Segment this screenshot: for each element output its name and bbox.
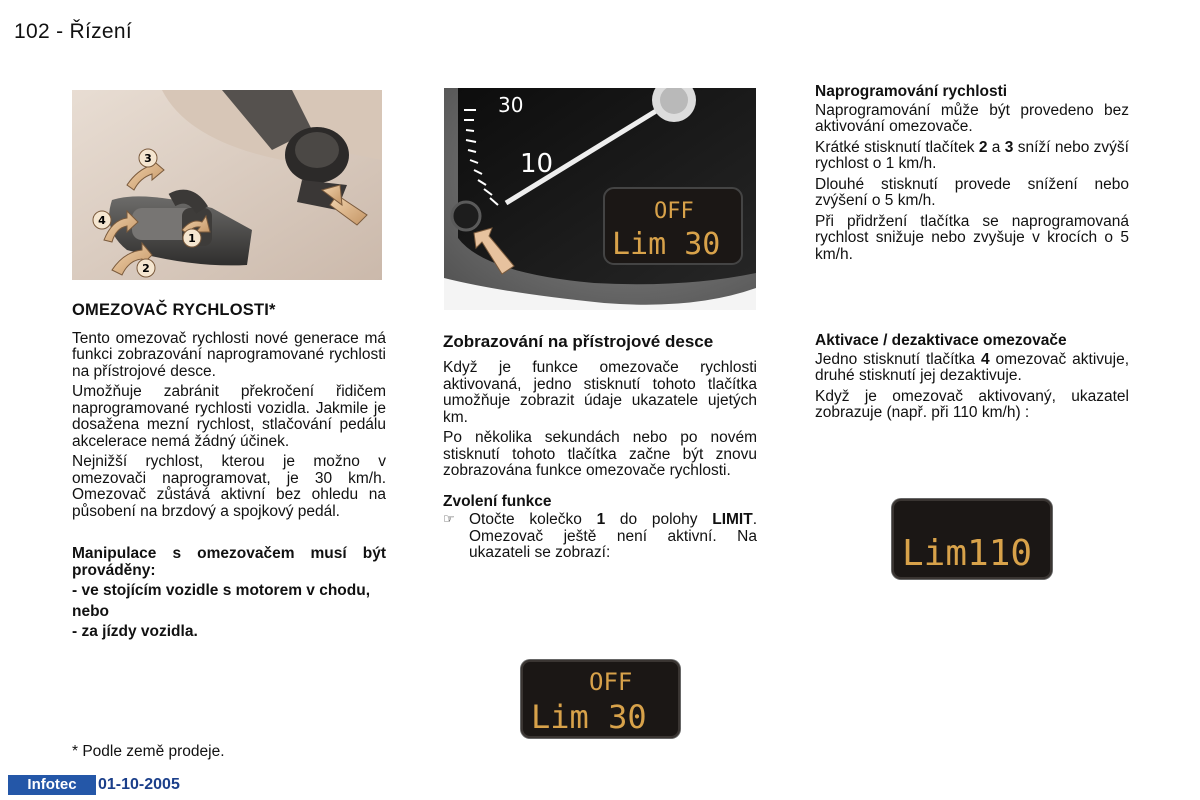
column-2 <box>443 333 757 562</box>
gauge-display-line1: OFF <box>654 199 694 224</box>
manipulation-item: - za jízdy vozidla. <box>72 623 198 640</box>
paragraph: Nejnižší rychlost, kterou je možno v omezovači naprogramovat, je 30 km/h. Omezovač zůstává aktivní bez ohledu na působení na brzdový a spojkový pedál. <box>72 453 386 520</box>
lcd-display-off <box>521 660 680 738</box>
gauge-scale-30: 30 <box>498 93 524 117</box>
column-3-lower <box>815 333 1129 426</box>
callout-3: 3 <box>144 152 152 165</box>
callout-2: 2 <box>142 262 150 275</box>
paragraph: Když je funkce omezovače rychlosti aktivovaná, jedno stisknutí tohoto tlačítka umožňuje zobrazit údaje ukazatele ujetých km. <box>443 359 757 426</box>
lcd2-line2: Lim110 <box>902 533 1033 574</box>
instrument-cluster-illustration <box>444 88 756 310</box>
paragraph: Umožňuje zabránit překročení řidičem naprogramované rychlosti vozidla. Jakmile je dosažena mezní rychlost, stlačování pedálu akcelerace nemá žádný účinek. <box>72 383 386 450</box>
callout-1: 1 <box>188 232 196 245</box>
paragraph: Jedno stisknutí tlačítka 4 omezovač aktivuje, druhé stisknutí jej dezaktivuje. <box>815 350 1129 384</box>
lcd-display-110 <box>892 499 1052 579</box>
lcd1-line1: OFF <box>589 668 633 696</box>
paragraph: Tento omezovač rychlosti nové generace má funkci zobrazování naprogramované rychlosti na přístrojové desce. <box>72 329 386 380</box>
page-title: 102 - Řízení <box>14 20 132 43</box>
gauge-scale-10: 10 <box>520 149 554 179</box>
subsection-heading: Zvolení funkce <box>443 492 552 510</box>
speed-limiter-stalk-illustration <box>72 90 382 280</box>
pointing-hand-icon: ☞ <box>443 512 455 527</box>
section-heading: OMEZOVAČ RYCHLOSTI* <box>72 301 276 319</box>
footnote: * Podle země prodeje. <box>72 743 225 760</box>
column-1 <box>72 302 386 645</box>
callout-4: 4 <box>98 214 106 227</box>
footer-date: 01-10-2005 <box>98 776 180 793</box>
gauge-display-line2: Lim 30 <box>612 227 721 262</box>
paragraph: Krátké stisknutí tlačítek 2 a 3 sníží nebo zvýší rychlost o 1 km/h. <box>815 138 1129 172</box>
column-3 <box>815 84 1129 267</box>
section-heading: Naprogramování rychlosti <box>815 83 1008 100</box>
paragraph: Po několika sekundách nebo po novém stisknutí tohoto tlačítka začne být znovu zobrazována funkce omezovače rychlosti. <box>443 429 757 479</box>
paragraph: Když je omezovač aktivovaný, ukazatel zobrazuje (např. při 110 km/h) : <box>815 387 1129 421</box>
manipulation-or: nebo <box>72 602 110 620</box>
bullet-paragraph: Otočte kolečko 1 do polohy LIMIT. Omezovač ještě není aktivní. Na ukazateli se zobrazí: <box>469 511 758 561</box>
infotec-logo: Infotec <box>8 775 96 795</box>
paragraph: Dlouhé stisknutí provede snížení nebo zvýšení o 5 km/h. <box>815 175 1129 209</box>
paragraph: Naprogramování může být provedeno bez aktivování omezovače. <box>815 101 1129 135</box>
manipulation-heading: Manipulace s omezovačem musí být prováděny: <box>72 545 386 579</box>
section-heading: Zobrazování na přístrojové desce <box>443 332 714 351</box>
lcd1-line2: Lim 30 <box>531 698 647 736</box>
section-heading: Aktivace / dezaktivace omezovače <box>815 332 1067 349</box>
paragraph: Při přidržení tlačítka se naprogramovaná rychlost snižuje nebo zvyšuje v krocích o 5 km/h. <box>815 212 1129 263</box>
manipulation-item: - ve stojícím vozidle s motorem v chodu, <box>72 582 371 599</box>
